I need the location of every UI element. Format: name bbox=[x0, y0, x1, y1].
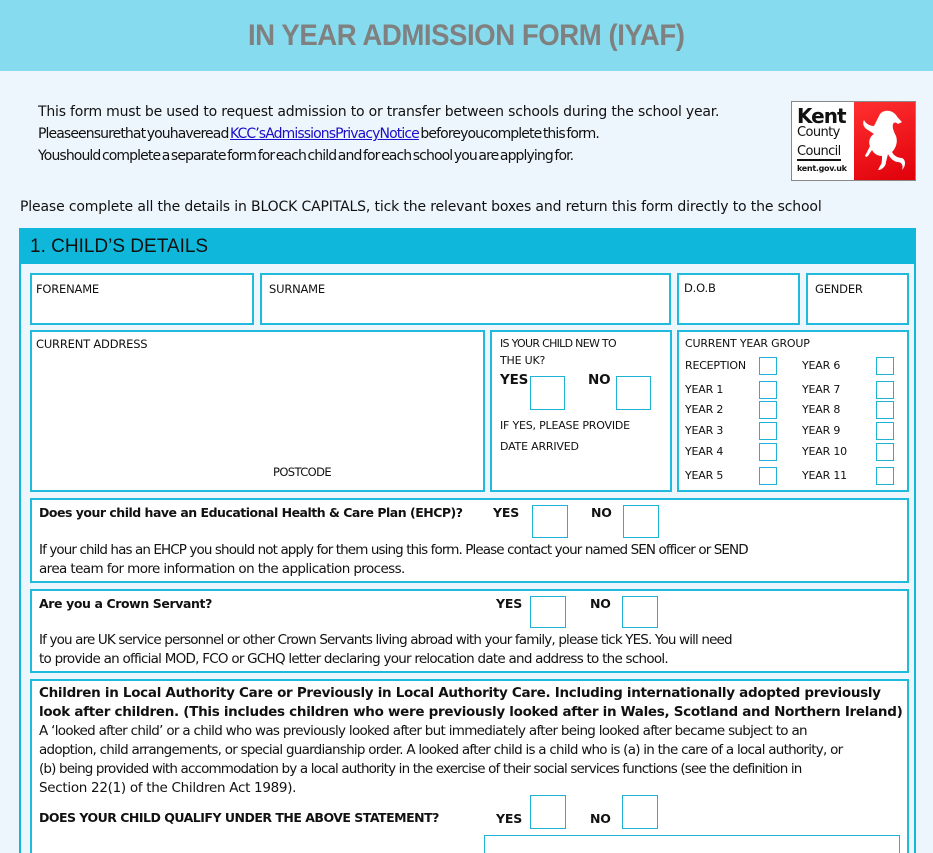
forename-field[interactable] bbox=[30, 273, 254, 325]
crown-servant-note-line-2: to provide an official MOD, FCO or GCHQ letter declaring your relocation date and address to the school. bbox=[39, 651, 668, 667]
surname-field[interactable] bbox=[260, 273, 671, 325]
crown-servant-no-checkbox[interactable] bbox=[622, 596, 658, 628]
white-horse-icon bbox=[854, 102, 915, 180]
year-group-label: YEAR 10 bbox=[802, 445, 847, 458]
ehcp-no-label: NO bbox=[591, 505, 612, 520]
year-group-label: YEAR 8 bbox=[802, 403, 841, 416]
year-group-checkbox[interactable] bbox=[876, 443, 894, 461]
intro-line-2 bbox=[38, 123, 788, 145]
date-arrived-prompt-line-2: DATE ARRIVED bbox=[500, 440, 579, 453]
ehcp-note-line-1: If your child has an EHCP you should not apply for them using this form. Please contact your named SEN officer or SEND bbox=[39, 542, 748, 558]
new-to-uk-question-line-1: IS YOUR CHILD NEW TO bbox=[500, 337, 616, 350]
year-group-label: YEAR 4 bbox=[685, 445, 724, 458]
intro-line-3: Youshould complete a separate form for each child and for each school you are applying for. bbox=[38, 148, 574, 164]
looked-after-children-box bbox=[30, 679, 909, 853]
intro-line-2-suffix: beforeyoucomplete this form. bbox=[418, 126, 599, 142]
gender-label: GENDER bbox=[815, 282, 863, 296]
year-group-checkbox[interactable] bbox=[759, 443, 777, 461]
care-heading-line-1: Children in Local Authority Care or Previously in Local Authority Care. Including internationally adopted previously bbox=[39, 685, 881, 701]
new-to-uk-box bbox=[490, 330, 672, 492]
year-group-label: YEAR 9 bbox=[802, 424, 841, 437]
block-capitals-instruction: Please complete all the details in BLOCK CAPITALS, tick the relevant boxes and return this form directly to the school bbox=[20, 199, 822, 215]
year-group-label: YEAR 6 bbox=[802, 359, 841, 372]
logo-url: kent.gov.uk bbox=[797, 164, 847, 173]
year-group-checkbox[interactable] bbox=[876, 357, 894, 375]
ehcp-yes-label: YES bbox=[493, 505, 519, 520]
logo-council: Council bbox=[797, 144, 841, 159]
current-address-field[interactable] bbox=[30, 330, 485, 492]
logo-kent: Kent bbox=[797, 104, 846, 128]
gender-field[interactable] bbox=[806, 273, 909, 325]
care-body-line-3: (b) being provided with accommodation by a local authority in the exercise of their social services functions (see the definition in bbox=[39, 761, 802, 777]
year-group-label: YEAR 11 bbox=[802, 469, 847, 482]
title-banner bbox=[0, 0, 933, 71]
page-title: IN YEAR ADMISSION FORM (IYAF) bbox=[248, 18, 685, 52]
year-group-title: CURRENT YEAR GROUP bbox=[685, 337, 810, 350]
care-yes-checkbox[interactable] bbox=[530, 795, 566, 829]
year-group-checkbox[interactable] bbox=[876, 401, 894, 419]
ehcp-note-line-2: area team for more information on the application process. bbox=[39, 561, 405, 577]
year-group-checkbox[interactable] bbox=[876, 381, 894, 399]
year-group-checkbox[interactable] bbox=[759, 467, 777, 485]
dob-label: D.O.B bbox=[684, 281, 716, 295]
care-details-field[interactable] bbox=[484, 835, 900, 853]
care-heading-line-2: look after children. (This includes children who were previously looked after in Wales, Scotland and Northern Ireland) bbox=[39, 704, 903, 720]
ehcp-yes-checkbox[interactable] bbox=[532, 505, 568, 538]
current-address-label: CURRENT ADDRESS bbox=[36, 337, 148, 351]
ehcp-no-checkbox[interactable] bbox=[623, 505, 659, 538]
new-to-uk-no-label: NO bbox=[588, 372, 611, 388]
year-group-checkbox[interactable] bbox=[759, 381, 777, 399]
year-group-label: YEAR 2 bbox=[685, 403, 724, 416]
care-qualify-question: DOES YOUR CHILD QUALIFY UNDER THE ABOVE STATEMENT? bbox=[39, 810, 439, 825]
childs-details-section bbox=[19, 228, 916, 853]
crown-servant-yes-label: YES bbox=[496, 596, 522, 611]
new-to-uk-question-line-2: THE UK? bbox=[500, 354, 546, 367]
section-heading: 1. CHILD’S DETAILS bbox=[21, 230, 914, 264]
date-arrived-prompt-line-1: IF YES, PLEASE PROVIDE bbox=[500, 419, 630, 432]
ehcp-box bbox=[30, 498, 909, 583]
dob-field[interactable] bbox=[677, 273, 800, 325]
crown-servant-no-label: NO bbox=[590, 596, 611, 611]
year-group-label: RECEPTION bbox=[685, 359, 746, 372]
year-group-label: YEAR 7 bbox=[802, 383, 841, 396]
logo-county: County bbox=[797, 125, 840, 140]
year-group-box bbox=[677, 330, 909, 492]
care-no-checkbox[interactable] bbox=[622, 795, 658, 829]
year-group-checkbox[interactable] bbox=[876, 422, 894, 440]
forename-label: FORENAME bbox=[36, 282, 99, 296]
crown-servant-question: Are you a Crown Servant? bbox=[39, 596, 212, 611]
crown-servant-box bbox=[30, 589, 909, 673]
care-body-line-4: Section 22(1) of the Children Act 1989). bbox=[39, 780, 297, 796]
intro-line-1: This form must be used to request admission to or transfer between schools during the school year. bbox=[38, 104, 720, 120]
care-body-line-1: A ‘looked after child’ or a child who was previously looked after but immediately after being looked after became subject to an bbox=[39, 723, 807, 739]
year-group-checkbox[interactable] bbox=[759, 401, 777, 419]
ehcp-question: Does your child have an Educational Health & Care Plan (EHCP)? bbox=[39, 505, 463, 520]
year-group-checkbox[interactable] bbox=[759, 422, 777, 440]
intro-text bbox=[38, 101, 788, 167]
year-group-checkbox[interactable] bbox=[759, 357, 777, 375]
year-group-label: YEAR 3 bbox=[685, 424, 724, 437]
crown-servant-note-line-1: If you are UK service personnel or other Crown Servants living abroad with your family, please tick YES. You will need bbox=[39, 632, 732, 648]
intro-line-2-prefix: Pleaseensurethat youhaveread bbox=[38, 126, 230, 142]
year-group-checkbox[interactable] bbox=[876, 467, 894, 485]
logo-text bbox=[792, 102, 854, 180]
new-to-uk-yes-label: YES bbox=[500, 372, 529, 388]
new-to-uk-yes-checkbox[interactable] bbox=[530, 376, 565, 410]
surname-label: SURNAME bbox=[269, 282, 325, 296]
year-group-label: YEAR 1 bbox=[685, 383, 724, 396]
care-yes-label: YES bbox=[496, 811, 522, 826]
new-to-uk-no-checkbox[interactable] bbox=[616, 376, 651, 410]
privacy-notice-link[interactable]: KCC’sAdmissionsPrivacyNotice bbox=[229, 126, 419, 142]
crown-servant-yes-checkbox[interactable] bbox=[530, 596, 566, 628]
year-group-label: YEAR 5 bbox=[685, 469, 724, 482]
kent-county-council-logo bbox=[791, 101, 916, 181]
postcode-label: POSTCODE bbox=[273, 465, 332, 479]
care-no-label: NO bbox=[590, 811, 611, 826]
care-body-line-2: adoption, child arrangements, or special guardianship order. A looked after child is a child who is (a) in the care of a local authority, or bbox=[39, 742, 843, 758]
